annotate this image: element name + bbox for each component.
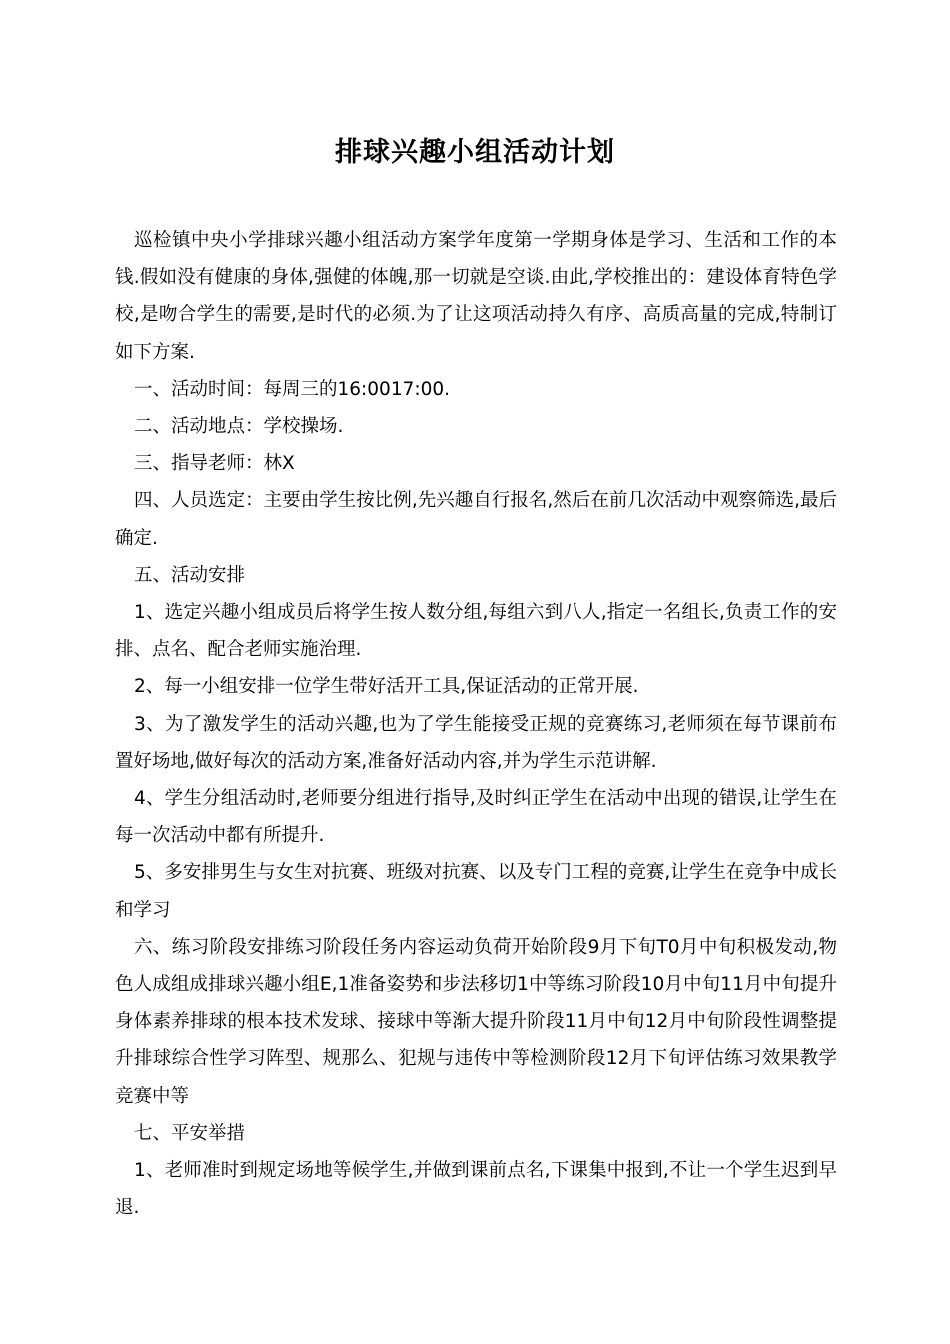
activity-time-paragraph: 一、活动时间：每周三的16:0017:00. <box>134 378 451 400</box>
member-selection-paragraph: 四、人员选定：主要由学生按比例,先兴趣自行报名,然后在前几次活动中观察筛选,最后确定. <box>115 490 837 549</box>
document-title: 排球兴趣小组活动计划 <box>335 137 615 168</box>
arrangement-item-3: 3、为了激发学生的活动兴趣,也为了学生能接受正规的竞赛练习,老师须在每节课前布置好场地,做好每次的活动方案,准备好活动内容,并为学生示范讲解. <box>115 713 837 772</box>
intro-paragraph: 巡检镇中央小学排球兴趣小组活动方案学年度第一学期身体是学习、生活和工作的本钱.假如没有健康的身体,强健的体魄,那一切就是空谈.由此,学校推出的：建设体育特色学校,是吻合学生的需要,是时代的必须.为了让这项活动持久有序、高质高量的完成,特制订如下方案. <box>115 230 837 363</box>
safety-item-1: 1、老师准时到规定场地等候学生,并做到课前点名,下课集中报到,不让一个学生迟到早退. <box>115 1160 837 1219</box>
document-body <box>115 222 837 1226</box>
arrangement-item-5: 5、多安排男生与女生对抗赛、班级对抗赛、以及专门工程的竞赛,让学生在竞争中成长和学习 <box>115 862 837 921</box>
arrangement-item-2: 2、每一小组安排一位学生带好活开工具,保证活动的正常开展. <box>134 676 639 698</box>
training-stages-paragraph: 六、练习阶段安排练习阶段任务内容运动负荷开始阶段9月下旬T0月中旬积极发动,物色人成组成排球兴趣小组E,1准备姿势和步法移切1中等练习阶段10月中旬11月中旬提升身体素养排球的根本技术发球、接球中等渐大提升阶段11月中旬12月中旬阶段性调整提升排球综合性学习阵型、规那么、犯规与违传中等检测阶段12月下旬评估练习效果教学竞赛中等 <box>115 936 837 1107</box>
safety-measures-heading: 七、平安举措 <box>134 1122 246 1144</box>
instructor-paragraph: 三、指导老师：林X <box>134 453 295 475</box>
activity-arrangement-heading: 五、活动安排 <box>134 564 246 586</box>
activity-location-paragraph: 二、活动地点：学校操场. <box>134 416 344 438</box>
arrangement-item-4: 4、学生分组活动时,老师要分组进行指导,及时纠正学生在活动中出现的错误,让学生在每一次活动中都有所提升. <box>115 788 837 847</box>
arrangement-item-1: 1、选定兴趣小组成员后将学生按人数分组,每组六到八人,指定一名组长,负责工作的安排、点名、配合老师实施治理. <box>115 602 837 661</box>
